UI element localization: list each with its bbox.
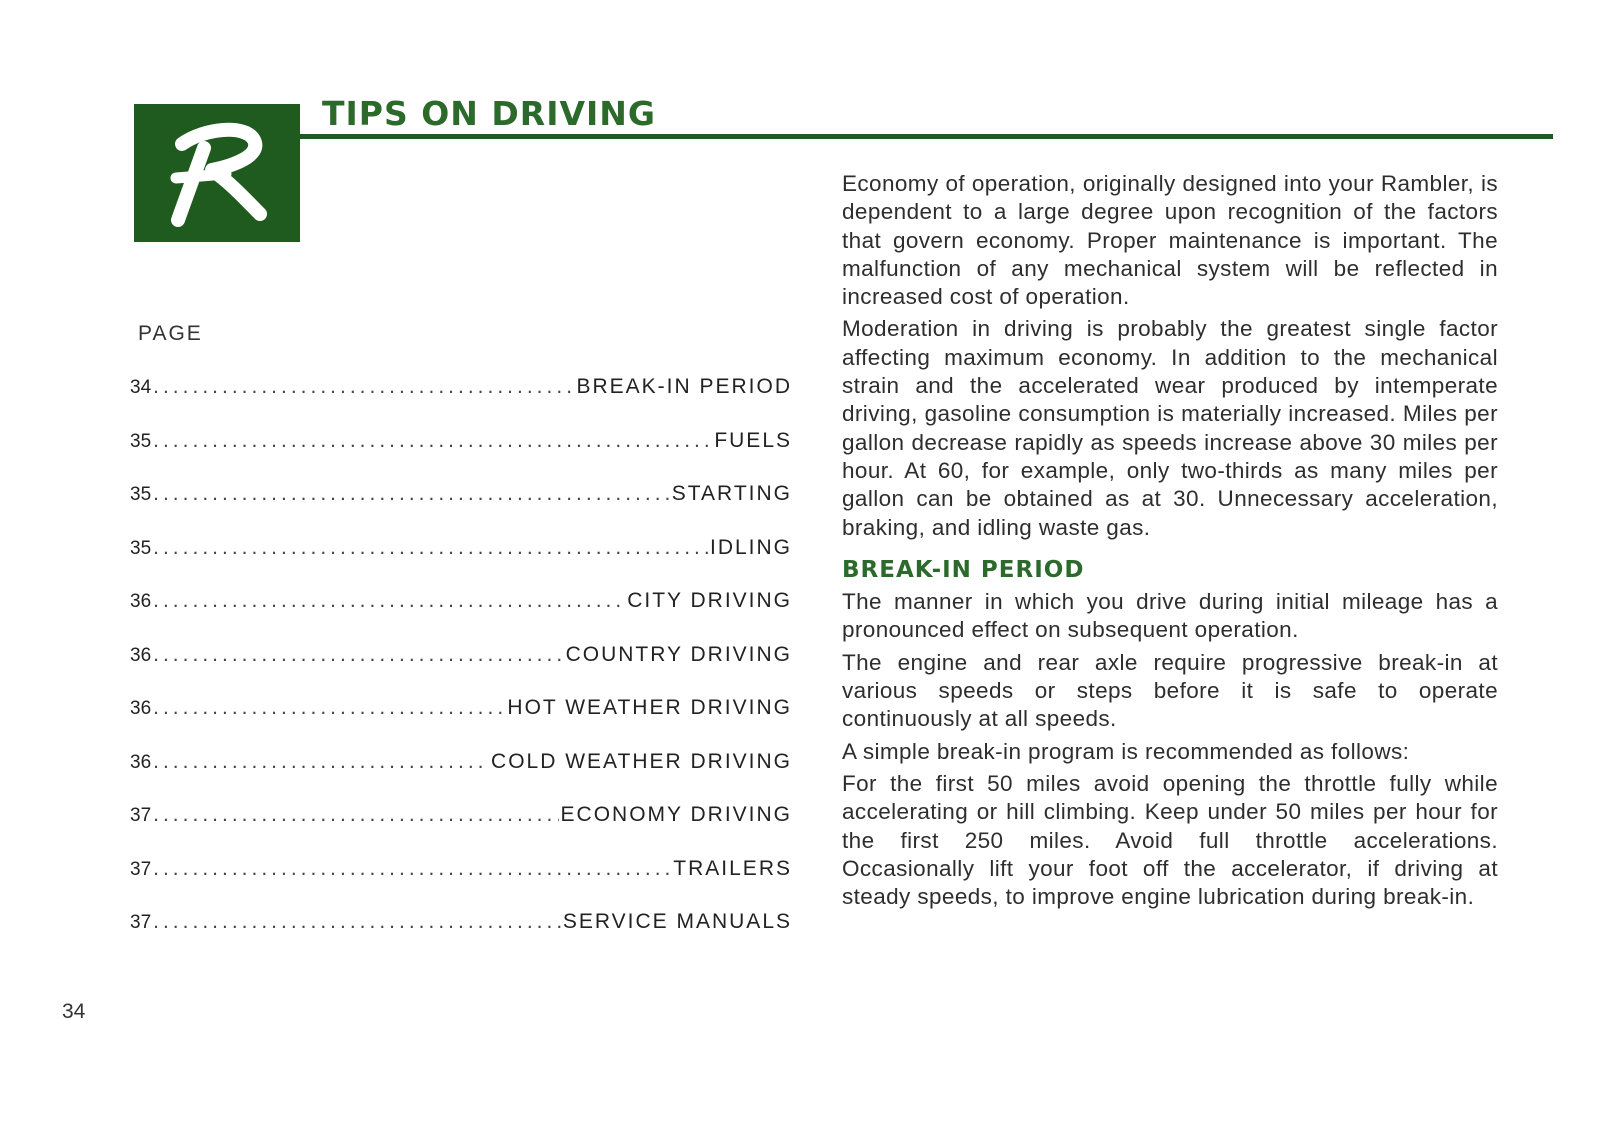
body-text-column — [842, 170, 1498, 915]
section-paragraph: For the first 50 miles avoid opening the throttle fully while accelerating or hill climbing. Keep under 50 miles per hour for the first 250 miles. Avoid full throttle accelerations. Occasionally lift your foot off the accelerator, if driving at steady speeds, to improve engine lubrication during break-in. — [842, 770, 1498, 910]
dot-leader — [153, 479, 670, 509]
toc-title: FUELS — [714, 428, 792, 452]
toc-page-number: 35 — [130, 484, 152, 505]
title-rule — [300, 134, 1553, 139]
dot-leader — [153, 907, 561, 937]
toc-item-service-manuals[interactable] — [130, 907, 792, 961]
toc-title: IDLING — [709, 535, 792, 559]
toc-item-hot-weather-driving[interactable] — [130, 693, 792, 747]
toc-page-number: 35 — [130, 537, 152, 559]
toc-page-number: 35 — [130, 430, 152, 452]
stylized-r-logo-icon — [134, 104, 300, 242]
toc-page-number: 34 — [130, 377, 152, 398]
page-title: TIPS ON DRIVING — [322, 94, 656, 133]
toc-item-city-driving[interactable] — [130, 586, 792, 640]
table-of-contents — [130, 372, 792, 961]
dot-leader — [153, 640, 563, 670]
toc-title: STARTING — [671, 482, 792, 505]
toc-title: COUNTRY DRIVING — [565, 642, 792, 666]
toc-item-trailers[interactable] — [130, 854, 792, 908]
toc-title: COLD WEATHER DRIVING — [491, 749, 792, 773]
toc-title: ECONOMY DRIVING — [560, 803, 792, 826]
toc-page-number: 37 — [130, 912, 152, 933]
toc-item-cold-weather-driving[interactable] — [130, 747, 792, 801]
toc-item-break-in-period[interactable] — [130, 372, 792, 426]
dot-leader — [153, 533, 708, 563]
dot-leader — [153, 372, 574, 402]
section-paragraph: The engine and rear axle require progressive break-in at various speeds or steps before it is safe to operate continuously at all speeds. — [842, 649, 1498, 732]
toc-page-number: 36 — [130, 644, 152, 666]
section-paragraph: A simple break-in program is recommended as follows: — [842, 738, 1410, 764]
toc-page-header: PAGE — [138, 322, 203, 345]
page-number: 34 — [62, 1000, 86, 1023]
toc-item-starting[interactable] — [130, 479, 792, 533]
toc-page-number: 36 — [130, 698, 152, 719]
dot-leader — [153, 800, 558, 830]
toc-item-country-driving[interactable] — [130, 640, 792, 694]
toc-title: SERVICE MANUALS — [562, 910, 792, 933]
intro-paragraph: Moderation in driving is probably the greatest single factor affecting maximum economy. In addition to the mechanical strain and the accelerated wear produced by intemperate driving, gasoline consumption is materially increased. Miles per gallon decrease rapidly as speeds increase above 30 miles per hour. At 60, for example, only two-thirds as many miles per gallon can be obtained as at 30. Unnecessary acceleration, braking, and idling waste gas. — [842, 316, 1498, 540]
brand-logo — [134, 104, 300, 242]
dot-leader — [153, 693, 505, 723]
toc-page-number: 37 — [130, 858, 152, 880]
toc-item-fuels[interactable] — [130, 426, 792, 480]
intro-paragraph: Economy of operation, originally designed into your Rambler, is dependent to a large degree upon recognition of the factors that govern economy. Proper maintenance is important. The malfunction of any mechanical system will be reflected in increased cost of operation. — [842, 171, 1498, 310]
section-paragraph: The manner in which you drive during initial mileage has a pronounced effect on subsequent operation. — [842, 589, 1498, 643]
dot-leader — [153, 426, 712, 456]
dot-leader — [153, 747, 489, 777]
toc-page-number: 36 — [130, 751, 152, 773]
toc-title: TRAILERS — [673, 856, 792, 880]
dot-leader — [153, 586, 625, 616]
dot-leader — [153, 854, 671, 884]
toc-page-number: 37 — [130, 805, 152, 826]
toc-item-idling[interactable] — [130, 533, 792, 587]
toc-item-economy-driving[interactable] — [130, 800, 792, 854]
toc-title: HOT WEATHER DRIVING — [507, 696, 792, 719]
toc-title: CITY DRIVING — [627, 589, 792, 612]
section-heading: BREAK-IN PERIOD — [842, 556, 1085, 583]
toc-title: BREAK-IN PERIOD — [576, 375, 792, 398]
toc-page-number: 36 — [130, 591, 152, 612]
